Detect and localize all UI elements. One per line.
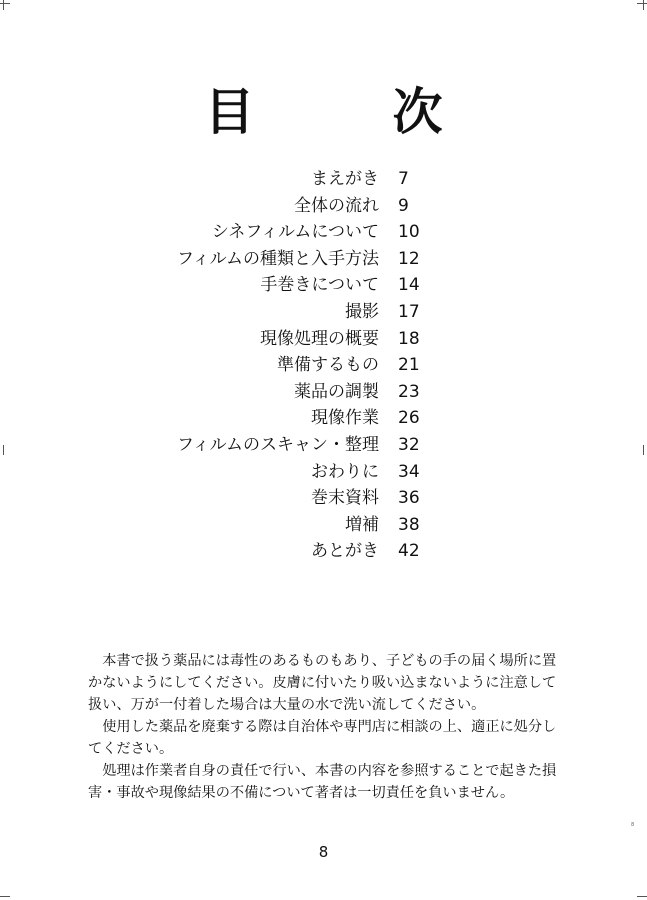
toc-entry-title: あとがき: [311, 541, 379, 562]
table-of-contents: [0, 166, 647, 565]
notice-paragraph: 使用した薬品を廃棄する際は自治体や専門店に相談の上、適正に処分してください。: [88, 719, 557, 757]
crop-mark-top-left: [0, 3, 10, 4]
toc-entry: [0, 219, 647, 246]
toc-entry: [0, 166, 647, 193]
toc-entry: [0, 193, 647, 220]
crop-mark-bottom-right: [637, 896, 647, 897]
notice-paragraph: 本書で扱う薬品には毒性のあるものもあり、子どもの手の届く場所に置かないようにしてください。皮膚に付いたり吸い込まないように注意して扱い、万が一付着した場合は大量の水で洗い流してください。: [88, 653, 557, 713]
toc-entry-page: 32: [398, 434, 420, 455]
page-title: 目 次: [204, 83, 487, 141]
toc-entry-title: おわりに: [311, 461, 379, 482]
safety-notice: [88, 650, 560, 804]
crop-mark-bottom-left: [0, 896, 10, 897]
toc-entry: [0, 246, 647, 273]
toc-entry-title: 増補: [345, 514, 379, 535]
toc-entry-page: 36: [398, 488, 420, 509]
notice-paragraph: 処理は作業者自身の責任で行い、本書の内容を参照することで起きた損害・事故や現像結果の不備について著者は一切責任を負いません。: [88, 763, 557, 801]
toc-entry: [0, 272, 647, 299]
toc-entry-title: 撮影: [345, 301, 379, 322]
toc-entry: [0, 405, 647, 432]
toc-entry-title: 現像処理の概要: [260, 328, 379, 349]
toc-entry-title: シネフィルムについて: [211, 222, 379, 243]
toc-entry-page: 9: [398, 195, 409, 216]
toc-entry-title: 手巻きについて: [260, 275, 379, 296]
crop-mark-top-left-v: [3, 0, 4, 10]
toc-entry: [0, 459, 647, 486]
toc-entry-page: 21: [398, 355, 420, 376]
page-number: 8: [318, 843, 329, 861]
crop-mark-top-right: [637, 3, 647, 4]
toc-entry: [0, 326, 647, 353]
toc-entry-page: 17: [398, 301, 420, 322]
toc-entry-page: 38: [398, 514, 420, 535]
toc-entry: [0, 485, 647, 512]
toc-entry-page: 34: [398, 461, 420, 482]
toc-entry-title: 巻末資料: [311, 488, 379, 509]
toc-entry: [0, 379, 647, 406]
toc-entry-title: 薬品の調製: [294, 381, 379, 402]
toc-entry-title: 現像作業: [311, 408, 379, 429]
toc-entry: [0, 299, 647, 326]
toc-entry-page: 10: [398, 222, 420, 243]
toc-entry: [0, 512, 647, 539]
crop-mark-top-right-v: [643, 0, 644, 10]
toc-entry-page: 12: [398, 248, 420, 269]
toc-entry-page: 26: [398, 408, 420, 429]
toc-entry-page: 23: [398, 381, 420, 402]
toc-entry-page: 42: [398, 541, 420, 562]
toc-entry-page: 14: [398, 275, 420, 296]
toc-entry: [0, 432, 647, 459]
toc-entry-title: フィルムのスキャン・整理: [177, 434, 379, 455]
toc-entry-title: 準備するもの: [277, 355, 379, 376]
toc-entry-page: 7: [398, 169, 409, 189]
toc-entry: [0, 538, 647, 565]
toc-entry-title: まえがき: [311, 169, 379, 189]
toc-entry-title: 全体の流れ: [294, 195, 379, 216]
toc-entry-page: 18: [398, 328, 420, 349]
corner-mark: 8: [631, 822, 635, 828]
toc-entry-title: フィルムの種類と入手方法: [177, 248, 379, 269]
toc-entry: [0, 352, 647, 379]
